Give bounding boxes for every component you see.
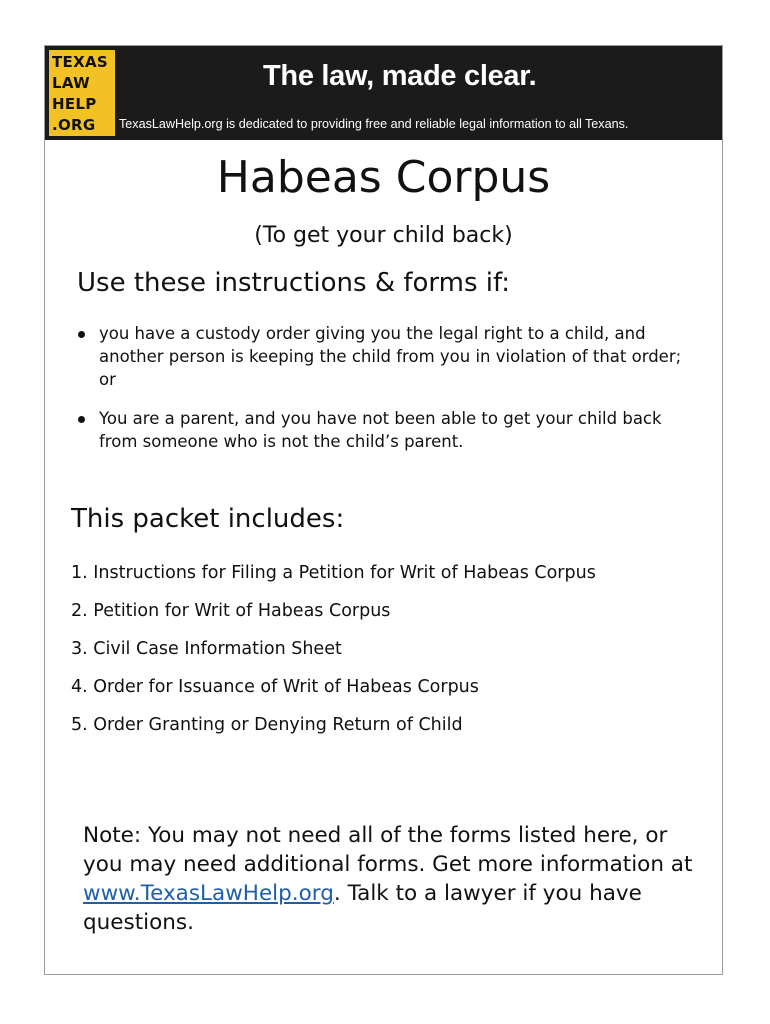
list-item: 2. Petition for Writ of Habeas Corpus: [71, 601, 391, 621]
document-subtitle: (To get your child back): [254, 223, 513, 248]
document-title: Habeas Corpus: [216, 152, 551, 203]
banner-description: TexasLawHelp.org is dedicated to providing free and reliable legal information to all Texans.: [119, 117, 629, 131]
texaslawhelp-link[interactable]: www.TexasLawHelp.org: [83, 881, 334, 906]
logo-line: .ORG: [52, 116, 96, 134]
bullet-text: you have a custody order giving you the legal right to a child, and another person is keeping the child from you in violation of that order; or: [99, 324, 682, 389]
logo-line: HELP: [52, 95, 97, 113]
list-item: 1. Instructions for Filing a Petition for Writ of Habeas Corpus: [71, 563, 596, 583]
instructions-heading: Use these instructions & forms if:: [77, 268, 511, 298]
note-text: Note: You may not need all of the forms listed here, or you may need additional forms. Get more information at: [83, 823, 693, 877]
note-text: . Talk to a lawyer if you have questions.: [83, 881, 642, 935]
document-page: [44, 45, 723, 975]
header-banner: [45, 46, 722, 140]
note-paragraph: [83, 821, 708, 937]
bullet-icon: [78, 331, 85, 338]
logo-line: TEXAS: [52, 53, 108, 71]
packet-list: [71, 554, 596, 744]
banner-tagline: The law, made clear.: [263, 60, 537, 92]
list-item: 3. Civil Case Information Sheet: [71, 639, 342, 659]
bullet-icon: [78, 416, 85, 423]
logo-line: LAW: [52, 74, 90, 92]
list-item: [75, 407, 695, 453]
packet-heading: This packet includes:: [71, 504, 345, 534]
list-item: 5. Order Granting or Denying Return of Child: [71, 715, 463, 735]
texas-law-help-logo[interactable]: [49, 50, 115, 136]
bullet-text: You are a parent, and you have not been able to get your child back from someone who is not the child’s parent.: [99, 409, 662, 451]
eligibility-list: [75, 322, 695, 469]
list-item: [75, 322, 695, 391]
list-item: 4. Order for Issuance of Writ of Habeas Corpus: [71, 677, 479, 697]
